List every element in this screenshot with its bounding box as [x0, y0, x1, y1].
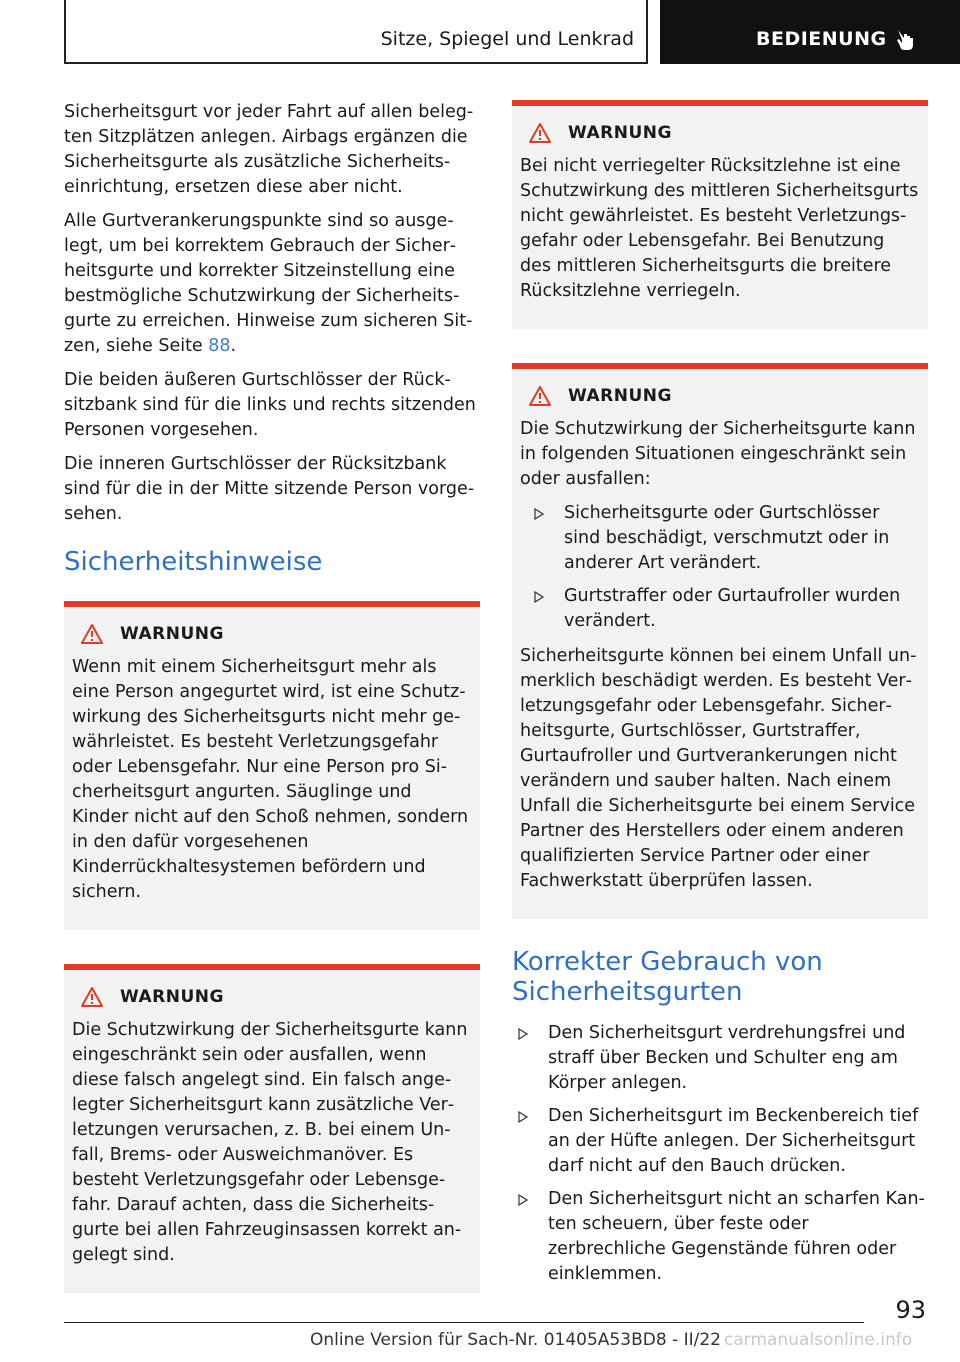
- warning-box-1: [64, 601, 480, 930]
- warning-intro: Die Schutzwirkung der Sicherheitsgurte kann in folgenden Situationen eingeschränkt sein oder ausfallen:: [520, 419, 916, 489]
- warning-header: [528, 122, 920, 144]
- warning-box-2: [64, 964, 480, 1293]
- warning-box-3: [512, 100, 928, 329]
- intro-paragraph-1: Sicherheitsgurt vor jeder Fahrt auf allen belegten Sitzplätzen anlegen. Airbags ergänzen die Sicherheitsgurte als zusätzliche Sicherheitseinrichtung, ersetzen diese aber nicht.: [64, 102, 474, 197]
- triangle-bullet-icon: [518, 1194, 528, 1206]
- footer-divider: [64, 1322, 864, 1323]
- warning-triangle-icon: [80, 623, 104, 645]
- page-number: 93: [895, 1296, 926, 1324]
- list-item-text: Sicherheitsgurte oder Gurtschlösser sind beschädigt, verschmutzt oder in anderer Art verändert.: [564, 503, 890, 573]
- triangle-bullet-icon: [534, 508, 544, 520]
- triangle-bullet-icon: [518, 1111, 528, 1123]
- section-title: BEDIENUNG: [756, 28, 887, 50]
- pointing-hand-icon: [894, 26, 918, 52]
- warning-triangle-icon: [80, 986, 104, 1008]
- list-item: [512, 1021, 928, 1096]
- chapter-title: Sitze, Spiegel und Lenkrad: [380, 28, 634, 50]
- warning-triangle-icon: [528, 122, 552, 144]
- list-item-text: Gurtstraffer oder Gurtaufroller wurden verändert.: [564, 586, 901, 631]
- watermark: carmanualsonline.info: [724, 1330, 913, 1350]
- anchor-text: Alle Gurtverankerungspunkte sind so ausgelegt, um bei korrektem Gebrauch der Sicherheitsgurte und korrekter Sitzeinstellung eine bestmögliche Schutzwirkung der Sicherheitsgurte zu erreichen. Hinweise zum sicheren Sitzen, siehe Seite: [64, 211, 473, 356]
- list-item: [512, 1187, 928, 1287]
- footer-text: Online Version für Sach-Nr. 01405A53BD8 - II/22: [310, 1330, 721, 1350]
- triangle-bullet-icon: [518, 1028, 528, 1040]
- list-item: [520, 501, 920, 576]
- warning-title: WARNUNG: [568, 386, 672, 406]
- right-column: [512, 100, 928, 1297]
- page-link[interactable]: 88: [208, 336, 231, 356]
- left-column: [64, 100, 480, 1327]
- warning-title: WARNUNG: [568, 123, 672, 143]
- list-item-text: Den Sicherheitsgurt verdrehungsfrei und straff über Becken und Schulter eng am Körper anlegen.: [548, 1023, 906, 1093]
- warning-title: WARNUNG: [120, 624, 224, 644]
- warning-title: WARNUNG: [120, 987, 224, 1007]
- warning-text: Bei nicht verriegelter Rücksitzlehne ist eine Schutzwirkung des mittleren Sicherheitsgurts nicht gewährleistet. Es besteht Verletzungsgefahr oder Lebensgefahr. Bei Benutzung des mittleren Sicherheitsgurts die breitere Rücksitzlehne verriegeln.: [520, 156, 919, 301]
- safety-heading: Sicherheitshinweise: [64, 547, 323, 577]
- warning-triangle-icon: [528, 385, 552, 407]
- warning-list: [520, 501, 920, 634]
- warning-box-4: [512, 363, 928, 919]
- header-chapter-box: [64, 0, 648, 64]
- header-section-box: [660, 0, 960, 64]
- warning-text: Wenn mit einem Sicherheitsgurt mehr als eine Person angegurtet wird, ist eine Schutzwirkung des Sicherheitsgurts nicht mehr gewährleistet. Es besteht Verletzungsgefahr oder Lebensgefahr. Nur eine Person pro Sicherheitsgurt angurten. Säuglinge und Kinder nicht auf den Schoß nehmen, sondern in den dafür vorgesehenen Kinderrückhaltesystemen befördern und sichern.: [72, 657, 469, 902]
- list-item: [520, 584, 920, 634]
- anchor-paragraph: [64, 209, 480, 359]
- list-item: [512, 1104, 928, 1179]
- usage-list: [512, 1021, 928, 1287]
- intro-paragraph-3: Die inneren Gurtschlösser der Rücksitzbank sind für die in der Mitte sitzende Person vorgesehen.: [64, 454, 475, 524]
- usage-heading: Korrekter Gebrauch von Sicherheitsgurten: [512, 947, 823, 1007]
- warning-header: [528, 385, 920, 407]
- list-item-text: Den Sicherheitsgurt nicht an scharfen Kanten scheuern, über feste oder zerbrechliche Gegenstände führen oder einklemmen.: [548, 1189, 925, 1284]
- anchor-text-end: .: [230, 336, 237, 356]
- list-item-text: Den Sicherheitsgurt im Beckenbereich tief an der Hüfte anlegen. Der Sicherheitsgurt darf nicht auf den Bauch drücken.: [548, 1106, 919, 1176]
- warning-outro: Sicherheitsgurte können bei einem Unfall unmerklich beschädigt werden. Es besteht Verletzungsgefahr oder Lebensgefahr. Sicherheitsgurte, Gurtschlösser, Gurtstraffer, Gurtaufroller und Gurtverankerungen nicht verändern und sauber halten. Nach einem Unfall die Sicherheitsgurte bei einem Service Partner des Herstellers oder einem anderen qualifizierten Service Partner oder einer Fachwerkstatt überprüfen lassen.: [520, 646, 917, 891]
- intro-paragraph-2: Die beiden äußeren Gurtschlösser der Rücksitzbank sind für die links und rechts sitzenden Personen vorgesehen.: [64, 370, 476, 440]
- warning-text: Die Schutzwirkung der Sicherheitsgurte kann eingeschränkt sein oder ausfallen, wenn diese falsch angelegt sind. Ein falsch angelegter Sicherheitsgurt kann zusätzliche Verletzungen verursachen, z. B. bei einem Unfall, Brems- oder Ausweichmanöver. Es besteht Verletzungsgefahr oder Lebensgefahr. Darauf achten, dass die Sicherheitsgurte bei allen Fahrzeuginsassen korrekt angelegt sind.: [72, 1020, 468, 1265]
- triangle-bullet-icon: [534, 591, 544, 603]
- warning-header: [80, 986, 472, 1008]
- warning-header: [80, 623, 472, 645]
